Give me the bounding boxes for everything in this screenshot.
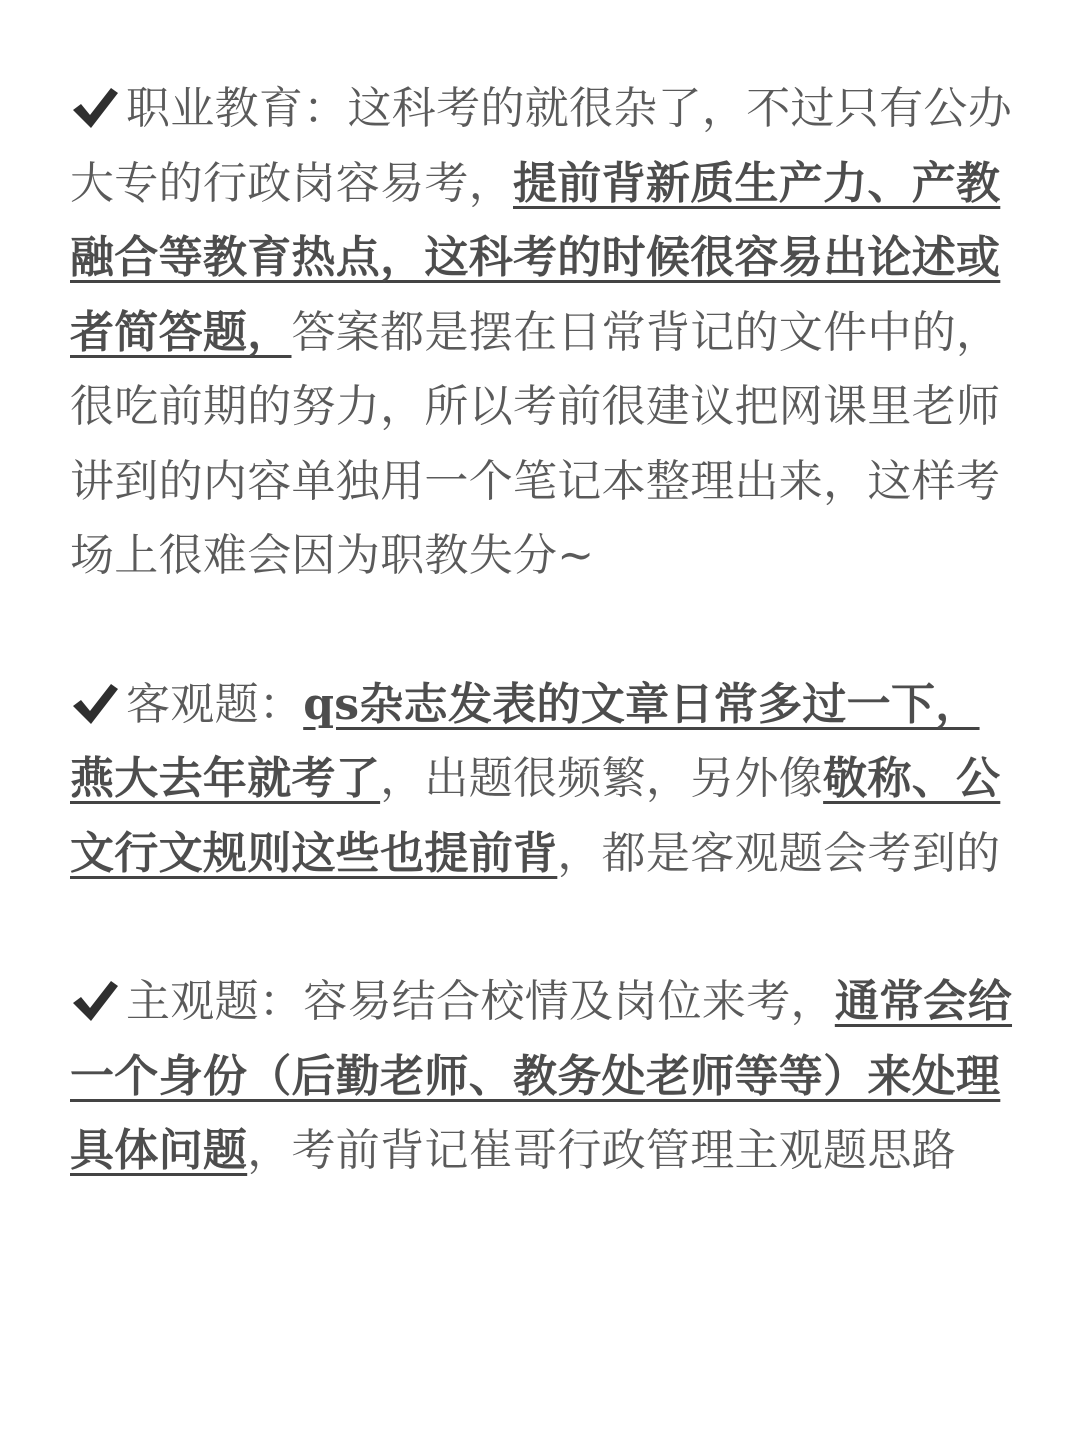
- section-vocational-education: [70, 72, 1015, 594]
- check-mark-icon: [70, 978, 120, 1022]
- section-heading: 客观题：: [126, 678, 304, 730]
- section-text: 答案都是摆在日常背记的文件中的，很吃前期的努力，所以考前很建议把网课里老师讲到的内容单独用一个笔记本整理出来，这样考场上很难会因为职教失分~: [70, 306, 1001, 581]
- article-body: [70, 72, 1015, 1189]
- section-objective-questions: [70, 668, 1015, 892]
- section-text: ，都是客观题会考到的: [557, 827, 1001, 879]
- check-mark-icon: [70, 681, 120, 725]
- section-text: 这科考的就很杂了，不过只有公办大专的行政岗容易考，: [70, 83, 1012, 209]
- section-heading: 职业教育：: [126, 83, 348, 134]
- section-subjective-questions: [70, 965, 1015, 1189]
- section-emphasis: 通常会给一个身份（后勤老师、教务处老师等等）来处理具体问题: [70, 976, 1013, 1176]
- section-text: ，考前背记崔哥行政管理主观题思路: [247, 1125, 957, 1176]
- section-emphasis: 敬称、公文行文规则这些也提前背: [70, 753, 1001, 879]
- check-mark-icon: [70, 85, 120, 129]
- section-text: 容易结合校情及岗位来考，: [303, 976, 835, 1027]
- section-emphasis: 提前背新质生产力、产教融合等教育热点，这科考的时候很容易出论述或者简答题，: [70, 157, 1001, 358]
- section-text: ，出题很频繁，另外像: [380, 753, 824, 804]
- section-emphasis: qs杂志发表的文章日常多过一下，燕大去年就考了: [70, 678, 980, 804]
- section-heading: 主观题：: [126, 976, 304, 1027]
